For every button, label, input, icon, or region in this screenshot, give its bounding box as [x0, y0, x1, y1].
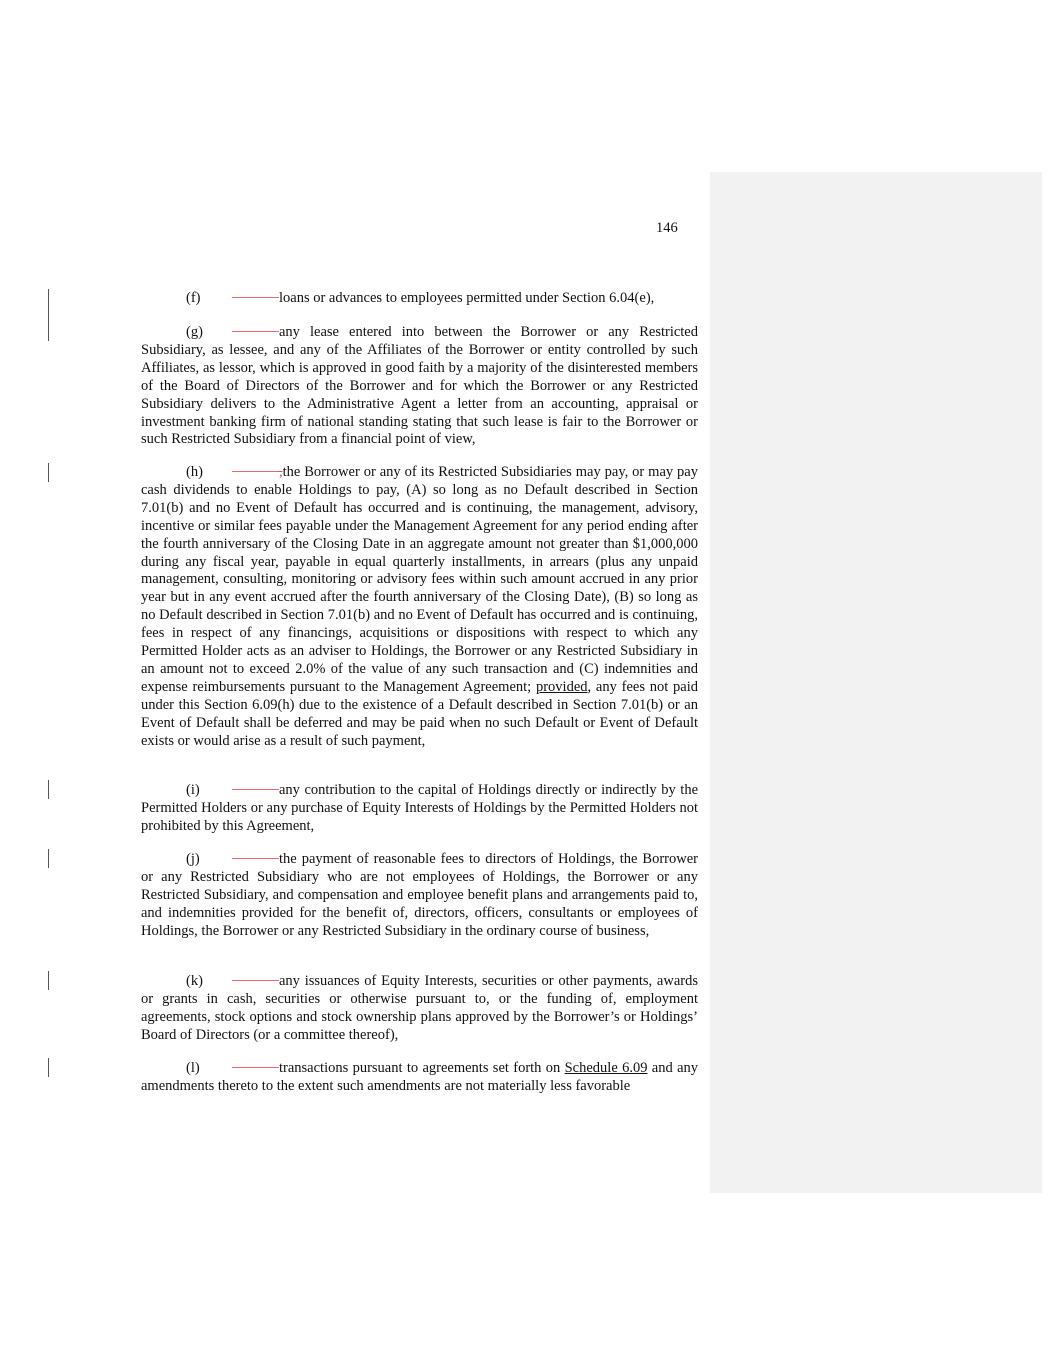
clause-marker: (h)	[186, 464, 203, 480]
comment-pane	[710, 172, 1042, 1193]
clause-text-continued: , any fees not paid under this Section 6.09(h) due to the existence of a Default described in Section 7.01(b) or an Event of Default shall be deferred and may be paid when no such Default or Event of Default exists or would arise as a result of such payment,	[141, 678, 698, 749]
tracked-tab-line	[232, 789, 279, 790]
clause-i	[141, 782, 698, 836]
clause-f	[141, 290, 698, 308]
provided-term: provided	[535, 678, 588, 695]
tracked-tab-line	[232, 297, 279, 298]
change-bar	[48, 1058, 49, 1077]
tracked-tab-line	[232, 858, 279, 859]
clause-text-continued: and any amendments thereto to the extent such amendments are not materially less favorable	[141, 1060, 698, 1094]
clause-marker: (j)	[186, 851, 200, 867]
clause-h	[141, 464, 698, 751]
clause-text: the Borrower or any of its Restricted Subsidiaries may pay, or may pay cash dividends to enable Holdings to pay, (A) so long as no Default described in Section 7.01(b) and no Event of Default has occurred and is continuing, the management, advisory, incentive or similar fees payable under the Management Agreement for any period ending after the fourth anniversary of the Closing Date in an aggregate amount not greater than $1,000,000 during any fiscal year, payable in equal quarterly installments, in arrears (plus any unpaid management, consulting, monitoring or advisory fees within such amount accrued in any prior year but in any event accrued after the fourth anniversary of the Closing Date), (B) so long as no Default described in Section 7.01(b) and no Event of Default has occurred and is continuing, fees in respect of any financings, acquisitions or dispositions with respect to which any Permitted Holder acts as an adviser to Holdings, the Borrower or any Restricted Subsidiary in an amount not to exceed 2.0% of the value of any such transaction and (C) indemnities and expense reimbursements pursuant to the Management Agreement;	[141, 464, 698, 695]
change-bar	[48, 849, 49, 868]
tracked-tab-line	[232, 331, 279, 332]
clause-g	[141, 324, 698, 449]
change-bar	[48, 780, 49, 799]
clause-text: transactions pursuant to agreements set forth on	[279, 1060, 565, 1076]
clause-marker: (i)	[186, 782, 200, 798]
change-bar	[48, 971, 49, 990]
clause-text: loans or advances to employees permitted under Section 6.04(e),	[279, 290, 655, 306]
page-number: 146	[656, 220, 678, 236]
clause-marker: (k)	[186, 973, 203, 989]
clause-marker: (g)	[186, 324, 203, 340]
clause-l	[141, 1060, 698, 1096]
tracked-tab-line	[232, 471, 279, 472]
change-bar	[48, 289, 49, 341]
clause-marker: (f)	[186, 290, 201, 306]
clause-text: any contribution to the capital of Holdings directly or indirectly by the Permitted Holders or any purchase of Equity Interests of Holdings by the Permitted Holders not prohibited by this Agreement,	[141, 782, 698, 834]
clause-j	[141, 851, 698, 941]
clause-k	[141, 973, 698, 1045]
clause-text: any lease entered into between the Borrower or any Restricted Subsidiary, as lessee, and any of the Affiliates of the Borrower or entity controlled by such Affiliates, as lessor, which is approved in good faith by a majority of the disinterested members of the Board of Directors of the Borrower and for which the Borrower or any Restricted Subsidiary delivers to the Administrative Agent a letter from an accounting, appraisal or investment banking firm of national standing stating that such lease is fair to the Borrower or such Restricted Subsidiary from a financial point of view,	[141, 324, 698, 448]
clause-text: any issuances of Equity Interests, securities or other payments, awards or grants in cash, securities or otherwise pursuant to, or the funding of, employment agreements, stock options and stock ownership plans approved by the Borrower’s or Holdings’ Board of Directors (or a committee thereof),	[141, 973, 698, 1043]
tracked-tab-line	[232, 1067, 279, 1068]
change-bar	[48, 463, 49, 482]
deleted-text: ,	[279, 464, 283, 480]
clause-text: the payment of reasonable fees to directors of Holdings, the Borrower or any Restricted Subsidiary who are not employees of Holdings, the Borrower or any Restricted Subsidiary, and compensation and employee benefit plans and arrangements paid to, and indemnities provided for the benefit of, directors, officers, consultants or employees of Holdings, the Borrower or any Restricted Subsidiary in the ordinary course of business,	[141, 851, 698, 939]
tracked-tab-line	[232, 980, 279, 981]
schedule-reference: Schedule 6.09	[564, 1060, 648, 1076]
clause-marker: (l)	[186, 1060, 200, 1076]
